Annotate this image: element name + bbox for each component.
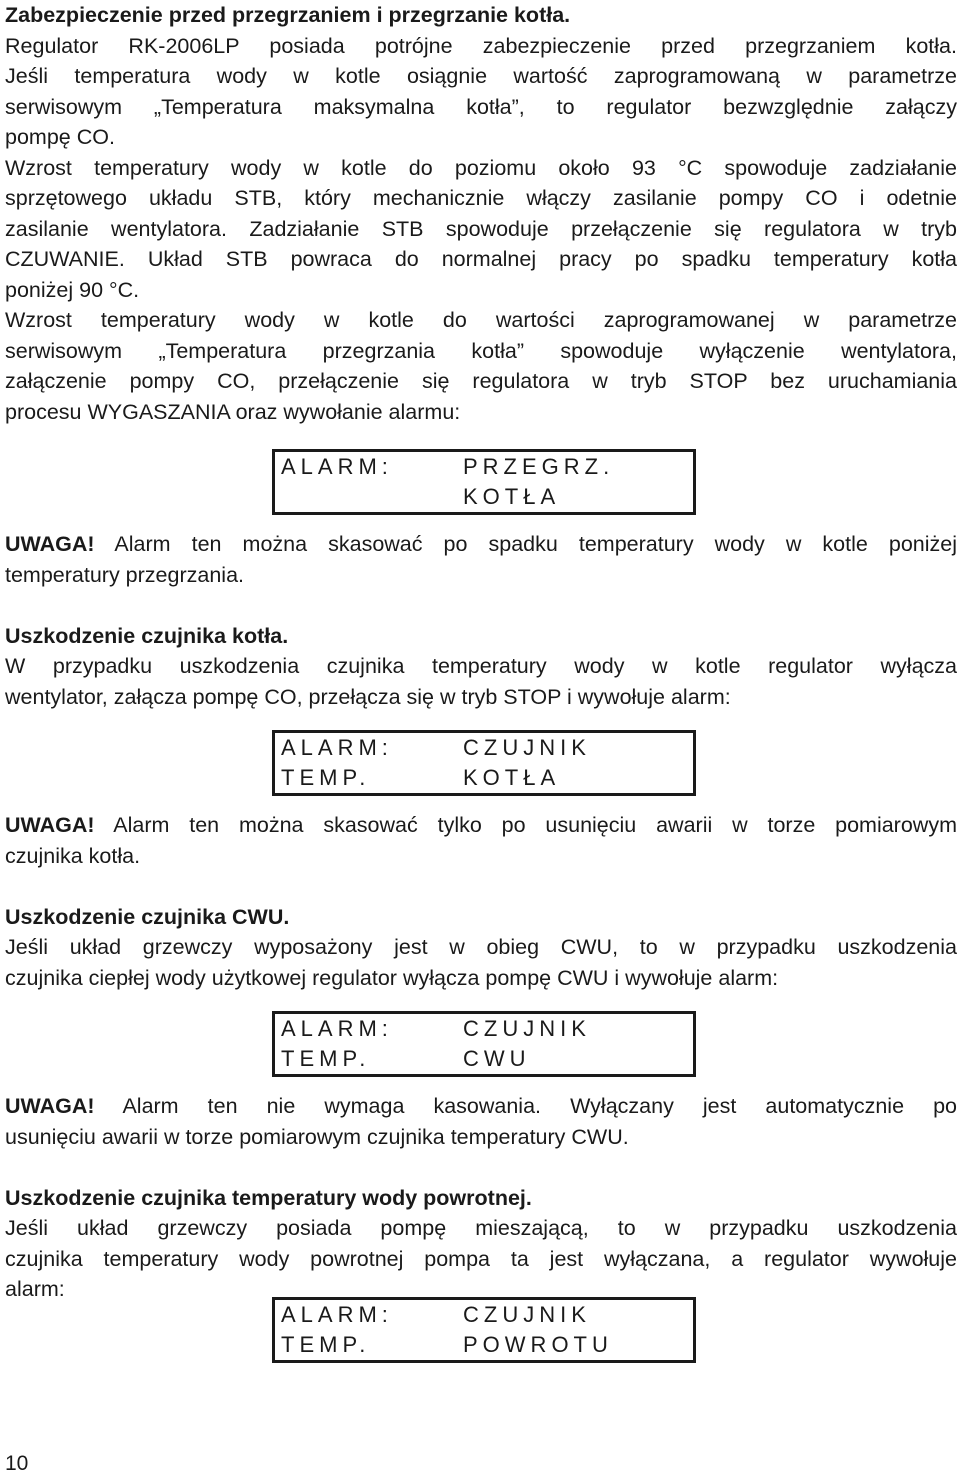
paragraph-line: Jeśli układ grzewczy posiada pompę mieszającą, to w przypadku uszkodzenia [5, 1216, 957, 1240]
paragraph-line: załączenie pompy CO, przełączenie się regulatora w tryb STOP bez uruchamiania [5, 369, 957, 393]
lcd-row1-right: CZUJNIK [463, 735, 591, 760]
lcd-row1-right: CZUJNIK [463, 1301, 591, 1327]
lcd-row2-right: CWU [463, 1046, 531, 1071]
paragraph-line: Wzrost temperatury wody w kotle do wartości zaprogramowanej w parametrze [5, 308, 957, 332]
lcd-row2-left: TEMP. [281, 1046, 371, 1071]
lcd-row1-left: ALARM: [281, 1016, 393, 1041]
heading-boiler-sensor: Uszkodzenie czujnika kotła. [5, 623, 289, 648]
lcd-display-overheat [272, 449, 696, 515]
note-line [5, 1091, 957, 1122]
paragraph-line: czujnika ciepłej wody użytkowej regulator wyłącza pompę CWU i wywołuje alarm: [5, 965, 779, 990]
note-line [5, 810, 957, 841]
lcd-display-cwu-sensor [272, 1011, 696, 1077]
lcd-row2-right: KOTŁA [463, 765, 561, 790]
spacer [5, 590, 957, 621]
lcd-row2-right: POWROTU [463, 1331, 613, 1357]
paragraph-line: czujnika temperatury wody powrotnej pompa ta jest wyłączana, a regulator wywołuje [5, 1246, 957, 1271]
heading-cwu-sensor: Uszkodzenie czujnika CWU. [5, 904, 290, 929]
spacer [5, 1152, 957, 1183]
note-text: Alarm ten można skasować tylko po usunięciu awarii w torze pomiarowym [94, 813, 957, 837]
heading-overheat: Zabezpieczenie przed przegrzaniem i przegrzanie kotła. [5, 3, 571, 27]
note-text: Alarm ten można skasować po spadku temperatury wody w kotle poniżej [94, 532, 957, 556]
paragraph-line: procesu WYGASZANIA oraz wywołanie alarmu: [5, 399, 461, 424]
lcd-row1-left: ALARM: [281, 1301, 393, 1327]
lcd-row2-left: TEMP. [281, 765, 371, 790]
paragraph-line: poniżej 90 °C. [5, 277, 140, 302]
paragraph-line: wentylator, załącza pompę CO, przełącza się w tryb STOP i wywołuje alarm: [5, 684, 731, 709]
spacer [5, 871, 957, 902]
note-line: czujnika kotła. [5, 843, 141, 868]
lcd-row2-left: TEMP. [281, 1331, 371, 1357]
note-line [5, 529, 957, 560]
paragraph-line: CZUWANIE. Układ STB powraca do normalnej pracy po spadku temperatury kotła [5, 247, 957, 271]
paragraph-line: alarm: [5, 1277, 65, 1301]
lcd-row1-left: ALARM: [281, 735, 393, 760]
note-label: UWAGA! [5, 532, 95, 556]
lcd-row2-right: KOTŁA [463, 484, 561, 509]
lcd-display-boiler-sensor [272, 730, 696, 796]
paragraph-line: W przypadku uszkodzenia czujnika temperatury wody w kotle regulator wyłącza [5, 654, 957, 678]
paragraph-line: Jeśli układ grzewczy wyposażony jest w obieg CWU, to w przypadku uszkodzenia [5, 935, 957, 959]
note-line: usunięciu awarii w torze pomiarowym czujnika temperatury CWU. [5, 1124, 629, 1149]
paragraph-line: zasilanie wentylatora. Zadziałanie STB spowoduje przełączenie się regulatora w tryb [5, 216, 957, 241]
note-label: UWAGA! [5, 813, 95, 837]
note-text: Alarm ten nie wymaga kasowania. Wyłączany jest automatycznie po [94, 1094, 957, 1118]
paragraph-line: Regulator RK-2006LP posiada potrójne zabezpieczenie przed przegrzaniem kotła. [5, 33, 957, 58]
lcd-row1-right: PRZEGRZ. [463, 454, 615, 479]
manual-page [5, 0, 957, 1377]
page-number: 10 [5, 1452, 29, 1475]
paragraph-line: serwisowym „Temperatura maksymalna kotła”, to regulator bezwzględnie załączy [5, 94, 957, 119]
paragraph-line: pompę CO. [5, 125, 115, 149]
note-label: UWAGA! [5, 1094, 95, 1118]
paragraph-line: Jeśli temperatura wody w kotle osiągnie wartość zaprogramowaną w parametrze [5, 64, 957, 88]
lcd-display-return-sensor [272, 1297, 696, 1363]
lcd-row1-right: CZUJNIK [463, 1016, 591, 1041]
paragraph-line: sprzętowego układu STB, który mechanicznie włączy zasilanie pompy CO i odetnie [5, 186, 957, 210]
lcd-row1-left: ALARM: [281, 454, 393, 479]
paragraph-line: Wzrost temperatury wody w kotle do poziomu około 93 °C spowoduje zadziałanie [5, 155, 957, 180]
note-line: temperatury przegrzania. [5, 562, 244, 587]
paragraph-line: serwisowym „Temperatura przegrzania kotła” spowoduje wyłączenie wentylatora, [5, 338, 957, 363]
heading-return-sensor: Uszkodzenie czujnika temperatury wody powrotnej. [5, 1185, 532, 1210]
